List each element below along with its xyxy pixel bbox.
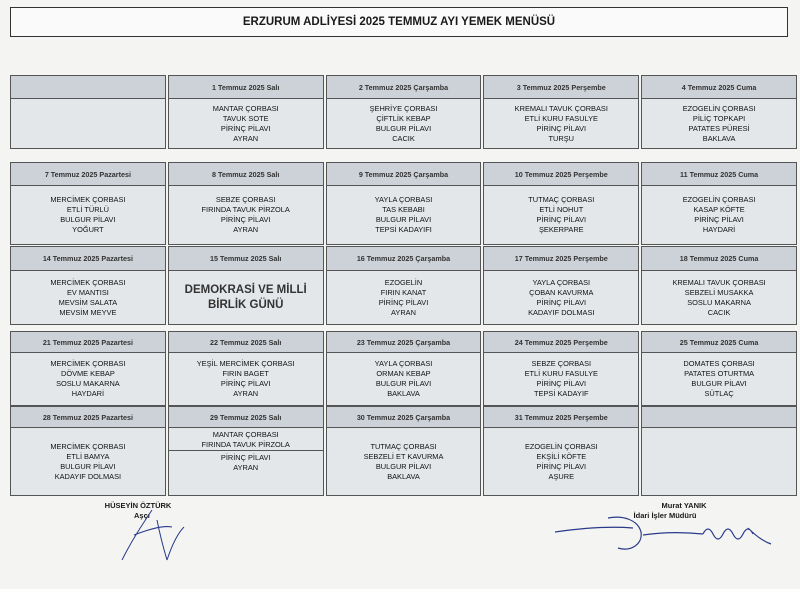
- menu-item: YAYLA ÇORBASI: [374, 195, 433, 204]
- menu-items: [327, 99, 481, 148]
- menu-item: ETLİ TÜRLÜ: [66, 205, 109, 214]
- menu-item: BULGUR PİLAVI: [60, 461, 116, 471]
- menu-item: BAKLAVA: [387, 389, 420, 398]
- day-header: 24 Temmuz 2025 Perşembe: [484, 332, 638, 353]
- day-cell: [326, 162, 482, 245]
- menu-item: AYRAN: [233, 225, 259, 234]
- menu-item: EKŞİLİ KÖFTE: [536, 451, 587, 461]
- menu-item: BAKLAVA: [387, 471, 420, 481]
- menu-item: AYRAN: [233, 389, 259, 398]
- menu-items: [169, 186, 323, 244]
- menu-items: [484, 99, 638, 148]
- day-cell: [10, 406, 166, 496]
- menu-items: [484, 186, 638, 244]
- menu-item: ETLİ NOHUT: [539, 205, 584, 214]
- signature-left-role: Aşçı: [134, 511, 150, 520]
- day-cell: [168, 331, 324, 406]
- menu-item: AYRAN: [391, 307, 416, 317]
- menu-item: TURŞU: [548, 133, 575, 143]
- menu-items: [11, 186, 165, 244]
- day-header: 11 Temmuz 2025 Cuma: [642, 163, 796, 186]
- menu-item: SOSLU MAKARNA: [56, 379, 120, 388]
- day-header: 31 Temmuz 2025 Perşembe: [484, 407, 638, 428]
- menu-item: TAVUK SOTE: [222, 113, 269, 123]
- day-header: 29 Temmuz 2025 Salı: [169, 407, 323, 428]
- menu-items: [327, 186, 481, 244]
- menu-item: KADAYIF DOLMASI: [54, 471, 122, 481]
- menu-item: MANTAR ÇORBASI: [212, 430, 279, 439]
- day-cell: [641, 162, 797, 245]
- menu-item: TAS KEBABI: [382, 205, 425, 214]
- menu-item: HAYDARİ: [702, 225, 736, 234]
- day-header: [11, 76, 165, 99]
- menu-item: MERCİMEK ÇORBASI: [50, 195, 126, 204]
- menu-item: DÖVME KEBAP: [60, 369, 115, 378]
- menu-items: [169, 99, 323, 148]
- menu-item: YOĞURT: [72, 225, 104, 234]
- menu-item: KREMALI TAVUK ÇORBASI: [672, 277, 766, 287]
- day-cell: [168, 75, 324, 149]
- menu-items: [169, 353, 323, 405]
- menu-item: SEBZELİ ET KAVURMA: [363, 451, 444, 461]
- day-cell: [326, 246, 482, 325]
- day-cell: [10, 331, 166, 406]
- signature-left-name: HÜSEYİN ÖZTÜRK: [104, 501, 172, 510]
- menu-item: FIRIN BAGET: [222, 369, 269, 378]
- menu-item: PİRİNÇ PİLAVI: [220, 453, 271, 462]
- day-header: 14 Temmuz 2025 Pazartesi: [11, 247, 165, 271]
- holiday-note: [169, 271, 323, 324]
- menu-item: KADAYIF DOLMASI: [528, 307, 595, 317]
- menu-items: [11, 99, 165, 148]
- day-cell: [10, 162, 166, 245]
- menu-item: ORMAN KEBAP: [376, 369, 431, 378]
- menu-item: EV MANTISI: [66, 287, 109, 297]
- menu-item: TEPSİ KADAYIF: [534, 389, 589, 398]
- menu-item: BULGUR PİLAVI: [60, 215, 116, 224]
- menu-item: BULGUR PİLAVI: [375, 123, 432, 133]
- menu-item: PİRİNÇ PİLAVI: [536, 215, 587, 224]
- menu-item: YAYLA ÇORBASI: [532, 277, 591, 287]
- menu-item: PİRİNÇ PİLAVI: [220, 215, 271, 224]
- menu-item: PATATES OTURTMA: [684, 369, 755, 378]
- empty-day-cell: [641, 406, 797, 496]
- signature-right-name: Murat YANIK: [661, 501, 707, 510]
- menu-item: FIRINDA TAVUK PİRZOLA: [201, 440, 290, 449]
- menu-items: [327, 428, 481, 495]
- menu-items: [642, 99, 796, 148]
- menu-item: PİRİNÇ PİLAVI: [220, 123, 271, 133]
- menu-item: EZOGELİN: [384, 277, 423, 287]
- menu-item: YAYLA ÇORBASI: [374, 359, 433, 368]
- day-cell: [326, 75, 482, 149]
- menu-items: [484, 271, 638, 324]
- menu-item: ÇOBAN KAVURMA: [529, 287, 594, 297]
- menu-items: [169, 428, 323, 495]
- holiday-line: BİRLİK GÜNÜ: [208, 298, 284, 311]
- menu-items: [11, 428, 165, 495]
- day-header: 3 Temmuz 2025 Perşembe: [484, 76, 638, 99]
- menu-item: AYRAN: [233, 463, 259, 472]
- menu-items: [484, 428, 638, 495]
- day-cell: [483, 331, 639, 406]
- empty-day-cell: [10, 75, 166, 149]
- menu-items: [642, 428, 796, 495]
- menu-item: BULGUR PİLAVI: [375, 461, 432, 471]
- day-cell: [10, 246, 166, 325]
- day-header: 21 Temmuz 2025 Pazartesi: [11, 332, 165, 353]
- menu-item: ETLİ KURU FASULYE: [524, 369, 598, 378]
- menu-item: FIRIN KANAT: [380, 287, 427, 297]
- menu-item: KASAP KÖFTE: [693, 205, 745, 214]
- day-header: 15 Temmuz 2025 Salı: [169, 247, 323, 271]
- menu-item: SEBZE ÇORBASI: [215, 195, 276, 204]
- day-cell: [641, 246, 797, 325]
- menu-item: FIRINDA TAVUK PİRZOLA: [201, 205, 290, 214]
- menu-item: MERCİMEK ÇORBASI: [50, 359, 126, 368]
- day-cell: [168, 406, 324, 496]
- menu-item: ŞEHRİYE ÇORBASI: [369, 103, 438, 113]
- day-header: 18 Temmuz 2025 Cuma: [642, 247, 796, 271]
- menu-item: MEVSİM MEYVE: [59, 307, 117, 317]
- week-row: [10, 331, 797, 406]
- menu-item: EZOGELİN ÇORBASI: [682, 103, 756, 113]
- menu-items: [484, 353, 638, 405]
- day-cell: [483, 246, 639, 325]
- menu-item: PATATES PÜRESİ: [688, 123, 750, 133]
- menu-item: SEBZELİ MUSAKKA: [684, 287, 754, 297]
- day-cell: [641, 331, 797, 406]
- day-header: 4 Temmuz 2025 Cuma: [642, 76, 796, 99]
- menu-item: MANTAR ÇORBASI: [212, 103, 279, 113]
- holiday-line: DEMOKRASİ VE MİLLİ: [184, 283, 307, 296]
- menu-item: ÇİFTLİK KEBAP: [376, 113, 431, 123]
- menu-item: SÜTLAÇ: [704, 389, 734, 398]
- day-header: 10 Temmuz 2025 Perşembe: [484, 163, 638, 186]
- day-cell: [483, 406, 639, 496]
- menu-item: CACIK: [392, 133, 415, 143]
- menu-item: PİRİNÇ PİLAVI: [694, 215, 744, 224]
- day-header: 7 Temmuz 2025 Pazartesi: [11, 163, 165, 186]
- day-header: 8 Temmuz 2025 Salı: [169, 163, 323, 186]
- week-row: [10, 75, 797, 149]
- menu-items: [11, 271, 165, 324]
- menu-item: AŞURE: [548, 471, 575, 481]
- day-header: 2 Temmuz 2025 Çarşamba: [327, 76, 481, 99]
- day-header: 17 Temmuz 2025 Perşembe: [484, 247, 638, 271]
- menu-items-group: [169, 451, 323, 473]
- week-row: [10, 162, 797, 245]
- menu-title: ERZURUM ADLİYESİ 2025 TEMMUZ AYI YEMEK MENÜSÜ: [10, 7, 788, 37]
- menu-item: HAYDARİ: [71, 389, 105, 398]
- menu-item: BULGUR PİLAVI: [691, 379, 747, 388]
- day-header: 30 Temmuz 2025 Çarşamba: [327, 407, 481, 428]
- day-header: [642, 407, 796, 428]
- week-row: [10, 406, 797, 496]
- menu-item: BULGUR PİLAVI: [375, 379, 432, 388]
- menu-item: EZOGELİN ÇORBASI: [682, 195, 756, 204]
- menu-items: [642, 271, 796, 324]
- day-header: 22 Temmuz 2025 Salı: [169, 332, 323, 353]
- menu-item: MEVSİM SALATA: [58, 297, 118, 307]
- menu-item: TUTMAÇ ÇORBASI: [370, 441, 437, 451]
- menu-item: YEŞİL MERCİMEK ÇORBASI: [196, 359, 295, 368]
- menu-item: PİRİNÇ PİLAVI: [378, 297, 429, 307]
- menu-items: [642, 186, 796, 244]
- day-cell: [483, 162, 639, 245]
- menu-item: MERCİMEK ÇORBASI: [50, 441, 126, 451]
- day-header: 28 Temmuz 2025 Pazartesi: [11, 407, 165, 428]
- day-cell: [168, 162, 324, 245]
- day-cell: [326, 331, 482, 406]
- menu-item: BULGUR PİLAVI: [375, 215, 432, 224]
- menu-item: ETLİ BAMYA: [66, 451, 110, 461]
- menu-item: CACIK: [707, 307, 731, 317]
- day-header: 9 Temmuz 2025 Çarşamba: [327, 163, 481, 186]
- menu-item: PİRİNÇ PİLAVI: [536, 297, 587, 307]
- menu-item: PİLİÇ TOPKAPI: [692, 113, 746, 123]
- menu-item: ETLİ KURU FASULYE: [524, 113, 598, 123]
- day-cell: [168, 246, 324, 325]
- menu-item: EZOGELİN ÇORBASI: [524, 441, 598, 451]
- signature-right-scribble: [553, 510, 778, 555]
- day-cell: [483, 75, 639, 149]
- menu-item: BAKLAVA: [702, 133, 736, 143]
- day-header: 16 Temmuz 2025 Çarşamba: [327, 247, 481, 271]
- day-cell: [326, 406, 482, 496]
- menu-items: [327, 271, 481, 324]
- day-header: 1 Temmuz 2025 Salı: [169, 76, 323, 99]
- signature-left-scribble: [112, 505, 192, 565]
- menu-item: PİRİNÇ PİLAVI: [536, 379, 587, 388]
- menu-item: AYRAN: [233, 133, 259, 143]
- menu-item: KREMALI TAVUK ÇORBASI: [514, 103, 608, 113]
- menu-items: [11, 353, 165, 405]
- menu-item: SEBZE ÇORBASI: [531, 359, 592, 368]
- menu-item: PİRİNÇ PİLAVI: [536, 123, 587, 133]
- menu-items-group: [169, 428, 323, 451]
- day-header: 23 Temmuz 2025 Çarşamba: [327, 332, 481, 353]
- menu-item: SOSLU MAKARNA: [687, 297, 751, 307]
- menu-item: TEPSİ KADAYIFI: [375, 225, 432, 234]
- week-row: [10, 246, 797, 325]
- menu-items: [642, 353, 796, 405]
- menu-item: PİRİNÇ PİLAVI: [220, 379, 271, 388]
- menu-item: MERCİMEK ÇORBASI: [50, 277, 126, 287]
- menu-item: ŞEKERPARE: [538, 225, 584, 234]
- menu-items: [327, 353, 481, 405]
- menu-item: TUTMAÇ ÇORBASI: [528, 195, 595, 204]
- menu-item: DOMATES ÇORBASI: [683, 359, 755, 368]
- day-header: 25 Temmuz 2025 Cuma: [642, 332, 796, 353]
- menu-item: PİRİNÇ PİLAVI: [536, 461, 587, 471]
- day-cell: [641, 75, 797, 149]
- signature-right-role: İdari İşler Müdürü: [633, 511, 697, 520]
